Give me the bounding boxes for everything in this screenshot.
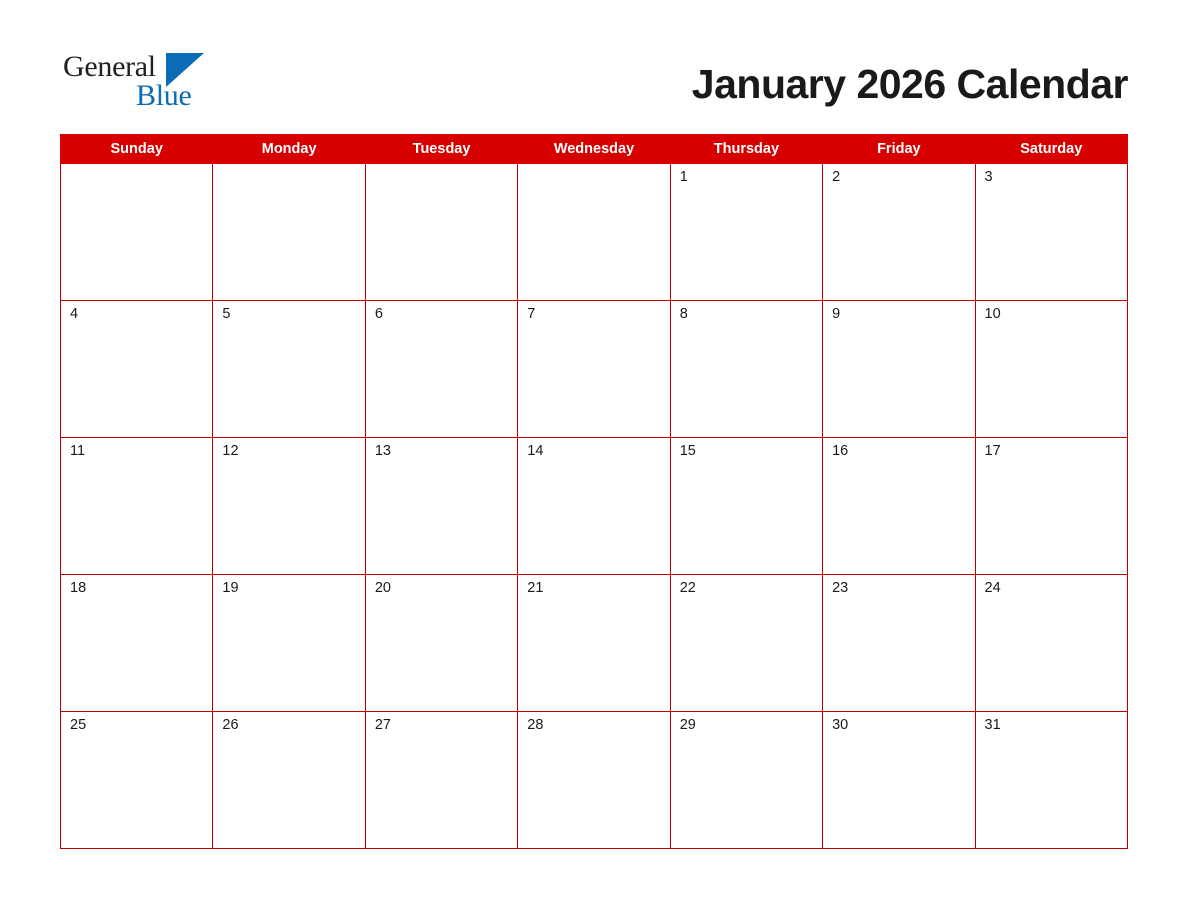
weekday-header-thursday: Thursday bbox=[670, 135, 822, 164]
day-cell[interactable] bbox=[213, 438, 365, 575]
calendar-week-row bbox=[61, 712, 1128, 849]
calendar-week-row bbox=[61, 301, 1128, 438]
day-number: 23 bbox=[832, 580, 849, 596]
day-cell[interactable] bbox=[670, 164, 822, 301]
day-cell[interactable] bbox=[518, 438, 670, 575]
day-number: 26 bbox=[222, 717, 239, 733]
day-number: 11 bbox=[70, 443, 86, 459]
day-number: 13 bbox=[374, 443, 391, 459]
day-cell[interactable] bbox=[670, 438, 822, 575]
day-number: 3 bbox=[984, 169, 993, 185]
day-cell[interactable] bbox=[213, 301, 365, 438]
day-number: 29 bbox=[679, 717, 696, 733]
day-number: 21 bbox=[527, 580, 544, 596]
day-cell[interactable] bbox=[213, 712, 365, 849]
day-cell[interactable] bbox=[975, 438, 1127, 575]
weekday-header-tuesday: Tuesday bbox=[365, 135, 517, 164]
day-cell[interactable] bbox=[365, 575, 517, 712]
weekday-header-wednesday: Wednesday bbox=[518, 135, 670, 164]
day-cell[interactable] bbox=[518, 575, 670, 712]
day-number: 7 bbox=[527, 306, 536, 322]
day-number: 15 bbox=[679, 443, 696, 459]
day-number: 1 bbox=[679, 169, 688, 185]
day-cell[interactable] bbox=[61, 438, 213, 575]
logo-text-blue: Blue bbox=[136, 79, 192, 112]
day-cell[interactable] bbox=[670, 712, 822, 849]
day-cell[interactable] bbox=[670, 575, 822, 712]
day-number: 22 bbox=[679, 580, 696, 596]
day-number: 28 bbox=[527, 717, 544, 733]
day-number: 20 bbox=[374, 580, 391, 596]
day-cell[interactable] bbox=[975, 301, 1127, 438]
day-number: 25 bbox=[70, 717, 87, 733]
day-number: 6 bbox=[374, 306, 383, 322]
day-number: 19 bbox=[222, 580, 239, 596]
day-cell[interactable] bbox=[823, 575, 975, 712]
logo-text-general: General bbox=[63, 50, 156, 83]
day-number: 8 bbox=[679, 306, 688, 322]
day-number: 2 bbox=[832, 169, 841, 185]
day-number: 9 bbox=[832, 306, 841, 322]
page-title: January 2026 Calendar bbox=[691, 61, 1128, 107]
day-number: 10 bbox=[984, 306, 1001, 322]
day-cell[interactable] bbox=[61, 712, 213, 849]
day-cell[interactable] bbox=[670, 301, 822, 438]
day-cell[interactable] bbox=[61, 575, 213, 712]
day-cell[interactable] bbox=[365, 712, 517, 849]
day-number: 27 bbox=[374, 717, 391, 733]
weekday-header-monday: Monday bbox=[213, 135, 365, 164]
day-number: 16 bbox=[832, 443, 849, 459]
day-cell[interactable] bbox=[365, 438, 517, 575]
calendar-body bbox=[61, 164, 1128, 849]
day-number: 5 bbox=[222, 306, 231, 322]
day-cell[interactable] bbox=[975, 575, 1127, 712]
day-number: 24 bbox=[984, 580, 1001, 596]
day-cell[interactable] bbox=[518, 301, 670, 438]
day-cell[interactable] bbox=[823, 301, 975, 438]
page-header bbox=[60, 50, 1128, 130]
day-cell[interactable] bbox=[61, 301, 213, 438]
weekday-header-friday: Friday bbox=[823, 135, 975, 164]
calendar-week-row bbox=[61, 438, 1128, 575]
day-cell[interactable] bbox=[213, 164, 365, 301]
weekday-header-row bbox=[61, 135, 1128, 164]
day-number: 30 bbox=[832, 717, 849, 733]
day-cell[interactable] bbox=[213, 575, 365, 712]
day-cell[interactable] bbox=[518, 164, 670, 301]
day-number: 4 bbox=[70, 306, 79, 322]
general-blue-logo bbox=[60, 50, 210, 116]
day-cell[interactable] bbox=[61, 164, 213, 301]
day-cell[interactable] bbox=[823, 712, 975, 849]
day-cell[interactable] bbox=[365, 301, 517, 438]
day-cell[interactable] bbox=[975, 712, 1127, 849]
day-number: 14 bbox=[527, 443, 544, 459]
month-calendar-table bbox=[60, 134, 1128, 849]
calendar-week-row bbox=[61, 575, 1128, 712]
day-cell[interactable] bbox=[365, 164, 517, 301]
day-number: 17 bbox=[984, 443, 1001, 459]
day-cell[interactable] bbox=[518, 712, 670, 849]
weekday-header-saturday: Saturday bbox=[975, 135, 1127, 164]
day-cell[interactable] bbox=[823, 438, 975, 575]
day-number: 31 bbox=[984, 717, 1001, 733]
weekday-header-sunday: Sunday bbox=[61, 135, 213, 164]
calendar-week-row bbox=[61, 164, 1128, 301]
calendar-header-row-group bbox=[61, 135, 1128, 164]
day-number: 18 bbox=[70, 580, 87, 596]
day-cell[interactable] bbox=[975, 164, 1127, 301]
day-cell[interactable] bbox=[823, 164, 975, 301]
day-number: 12 bbox=[222, 443, 239, 459]
